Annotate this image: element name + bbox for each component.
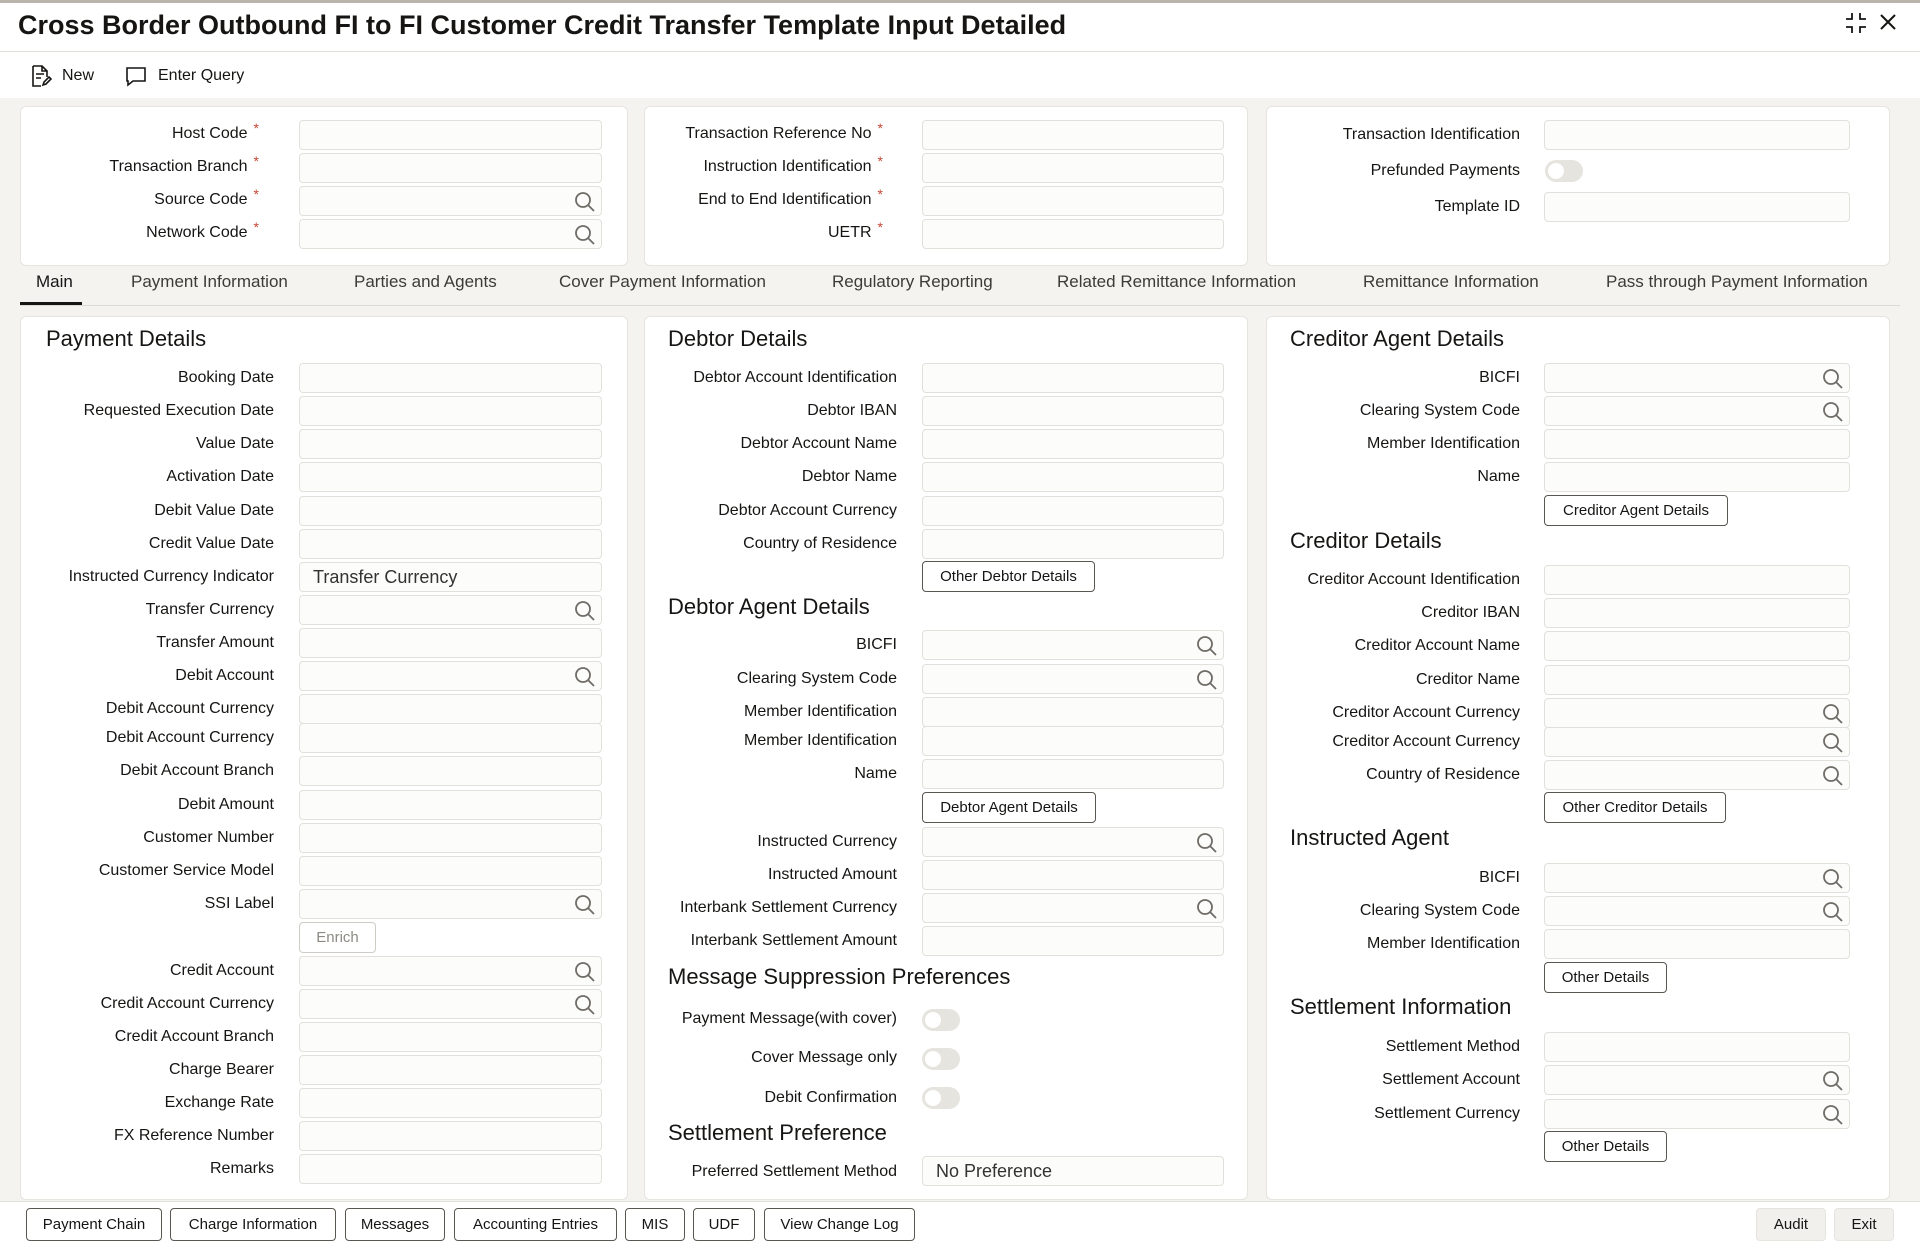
customer-number-field[interactable] <box>299 823 602 853</box>
creditor-agent-bicfi-label: BICFI <box>1479 369 1520 386</box>
debtor-account-currency-field[interactable] <box>922 496 1224 526</box>
debtor-country-of-residence-label: Country of Residence <box>743 535 897 552</box>
other-creditor-details-button[interactable]: Other Creditor Details <box>1544 792 1726 823</box>
cover-message-only-label: Cover Message only <box>751 1049 897 1066</box>
search-icon[interactable] <box>1195 831 1219 855</box>
search-icon[interactable] <box>1821 867 1845 891</box>
ssi-label-label: SSI Label <box>204 895 274 912</box>
debit-account-currency-field-2[interactable] <box>299 723 602 753</box>
tab-related-remittance-information[interactable]: Related Remittance Information <box>1057 272 1297 291</box>
transfer-amount-field[interactable] <box>299 628 602 658</box>
creditor-account-currency-field[interactable] <box>1544 698 1850 728</box>
mis-button[interactable]: MIS <box>625 1208 685 1241</box>
creditor-agent-name-field[interactable] <box>1544 462 1850 492</box>
creditor-agent-clearing-system-code-label: Clearing System Code <box>1359 402 1520 419</box>
fx-reference-number-label: FX Reference Number <box>113 1127 274 1144</box>
activation-date-label: Activation Date <box>166 468 274 485</box>
search-icon[interactable] <box>573 223 597 247</box>
instructed-agent-bicfi-field[interactable] <box>1544 863 1850 893</box>
transaction-reference-no-label: Transaction Reference No * <box>685 120 883 142</box>
customer-service-model-field[interactable] <box>299 856 602 886</box>
instructed-agent-bicfi-label: BICFI <box>1479 869 1520 886</box>
end-to-end-identification-label: End to End Identification * <box>698 186 883 208</box>
ssi-label-field[interactable] <box>299 889 602 919</box>
debtor-agent-member-identification-field-2[interactable] <box>922 726 1224 756</box>
creditor-agent-bicfi-field[interactable] <box>1544 363 1850 393</box>
query-icon <box>124 64 148 88</box>
payment-message-with-cover-toggle[interactable] <box>922 1009 960 1031</box>
creditor-account-name-field[interactable] <box>1544 631 1850 661</box>
payment-message-with-cover-label: Payment Message(with cover) <box>681 1010 897 1027</box>
debtor-name-field[interactable] <box>922 462 1224 492</box>
search-icon[interactable] <box>1821 764 1845 788</box>
new-label: New <box>62 67 95 84</box>
preferred-settlement-method-label: Preferred Settlement Method <box>691 1163 897 1180</box>
creditor-iban-field[interactable] <box>1544 598 1850 628</box>
creditor-agent-details-title: Creditor Agent Details <box>1290 326 1504 351</box>
transaction-branch-label: Transaction Branch * <box>109 153 259 175</box>
exchange-rate-label: Exchange Rate <box>164 1094 274 1111</box>
instructed-currency-field[interactable] <box>922 827 1224 857</box>
debtor-agent-member-identification-field[interactable] <box>922 697 1224 727</box>
debtor-agent-details-title: Debtor Agent Details <box>668 594 870 619</box>
search-icon[interactable] <box>1195 897 1219 921</box>
credit-value-date-label: Credit Value Date <box>148 535 274 552</box>
search-icon[interactable] <box>1821 1069 1845 1093</box>
network-code-field[interactable] <box>299 219 602 249</box>
payment-chain-button[interactable]: Payment Chain <box>26 1208 162 1241</box>
instructed-agent-title: Instructed Agent <box>1290 825 1449 850</box>
minimize-icon[interactable] <box>1842 10 1870 38</box>
instructed-currency-indicator-select[interactable]: Transfer Currency <box>299 562 602 592</box>
creditor-country-of-residence-label: Country of Residence <box>1366 766 1520 783</box>
debtor-account-currency-label: Debtor Account Currency <box>718 502 897 519</box>
tab-pass-through-payment-information[interactable]: Pass through Payment Information <box>1606 272 1868 291</box>
debit-confirmation-toggle[interactable] <box>922 1087 960 1109</box>
toolbar <box>0 52 1920 98</box>
network-code-label: Network Code * <box>146 219 259 241</box>
creditor-agent-member-identification-field[interactable] <box>1544 429 1850 459</box>
value-date-label: Value Date <box>196 435 274 452</box>
remarks-label: Remarks <box>209 1160 274 1177</box>
tab-cover-payment-information[interactable]: Cover Payment Information <box>559 272 766 291</box>
debtor-account-name-field[interactable] <box>922 429 1224 459</box>
debtor-agent-bicfi-label: BICFI <box>856 636 897 653</box>
booking-date-field[interactable] <box>299 363 602 393</box>
booking-date-label: Booking Date <box>177 369 274 386</box>
search-icon[interactable] <box>1821 1103 1845 1127</box>
requested-execution-date-field[interactable] <box>299 396 602 426</box>
settlement-other-details-button[interactable]: Other Details <box>1544 1131 1667 1162</box>
enter-query-label: Enter Query <box>158 67 245 84</box>
debtor-agent-member-identification-label-2: Member Identification <box>744 732 897 749</box>
debtor-agent-clearing-system-code-field[interactable] <box>922 664 1224 694</box>
uetr-field[interactable] <box>922 219 1224 249</box>
transaction-identification-label: Transaction Identification <box>1342 126 1520 143</box>
window-title: Cross Border Outbound FI to FI Customer Credit Transfer Template Input Detailed <box>18 10 1067 40</box>
transaction-reference-no-field[interactable] <box>922 120 1224 150</box>
debit-account-currency-field[interactable] <box>299 694 602 724</box>
exit-button[interactable]: Exit <box>1834 1208 1894 1241</box>
debit-account-branch-field[interactable] <box>299 756 602 786</box>
tab-parties-and-agents[interactable]: Parties and Agents <box>354 272 497 291</box>
debtor-name-label: Debtor Name <box>801 468 897 485</box>
settlement-account-field[interactable] <box>1544 1065 1850 1095</box>
instructed-amount-field[interactable] <box>922 860 1224 890</box>
message-suppression-title: Message Suppression Preferences <box>668 964 1011 989</box>
creditor-agent-member-identification-label: Member Identification <box>1367 435 1520 452</box>
instructed-agent-other-details-button[interactable]: Other Details <box>1544 962 1667 993</box>
other-debtor-details-button[interactable]: Other Debtor Details <box>922 561 1095 592</box>
tab-separator <box>20 305 1900 306</box>
creditor-account-name-label: Creditor Account Name <box>1354 637 1520 654</box>
uetr-label: UETR * <box>827 219 883 241</box>
audit-button[interactable]: Audit <box>1756 1208 1826 1241</box>
template-id-field[interactable] <box>1544 192 1850 222</box>
debit-value-date-label: Debit Value Date <box>154 502 274 519</box>
tab-payment-information[interactable]: Payment Information <box>131 272 288 291</box>
source-code-field[interactable] <box>299 186 602 216</box>
creditor-agent-details-button[interactable]: Creditor Agent Details <box>1544 495 1728 526</box>
search-icon[interactable] <box>573 599 597 623</box>
search-icon[interactable] <box>573 665 597 689</box>
debit-account-field[interactable] <box>299 661 602 691</box>
settlement-method-label: Settlement Method <box>1385 1038 1520 1055</box>
value-date-field[interactable] <box>299 429 602 459</box>
footer-bar <box>0 1201 1920 1253</box>
search-icon[interactable] <box>573 893 597 917</box>
search-icon[interactable] <box>1195 634 1219 658</box>
settlement-preference-title: Settlement Preference <box>668 1120 887 1145</box>
debtor-agent-member-identification-label: Member Identification <box>744 703 897 720</box>
tab-regulatory-reporting[interactable]: Regulatory Reporting <box>832 272 993 291</box>
instructed-agent-member-identification-label: Member Identification <box>1367 935 1520 952</box>
debtor-agent-bicfi-field[interactable] <box>922 630 1224 660</box>
preferred-settlement-method-select[interactable]: No Preference <box>922 1156 1224 1186</box>
credit-value-date-field[interactable] <box>299 529 602 559</box>
prefunded-payments-label: Prefunded Payments <box>1370 162 1520 179</box>
settlement-currency-field[interactable] <box>1544 1099 1850 1129</box>
debtor-agent-clearing-system-code-label: Clearing System Code <box>736 670 897 687</box>
settlement-information-title: Settlement Information <box>1290 994 1512 1019</box>
udf-button[interactable]: UDF <box>693 1208 755 1241</box>
debtor-iban-label: Debtor IBAN <box>807 402 897 419</box>
creditor-iban-label: Creditor IBAN <box>1421 604 1520 621</box>
search-icon[interactable] <box>573 960 597 984</box>
creditor-account-currency-label: Creditor Account Currency <box>1332 704 1520 721</box>
requested-execution-date-label: Requested Execution Date <box>83 402 274 419</box>
debtor-account-identification-label: Debtor Account Identification <box>693 369 897 386</box>
active-tab-indicator <box>20 302 82 305</box>
credit-account-label: Credit Account <box>169 962 274 979</box>
cover-message-only-toggle[interactable] <box>922 1048 960 1070</box>
search-icon[interactable] <box>1821 731 1845 755</box>
enter-query-button[interactable] <box>124 60 244 92</box>
search-icon[interactable] <box>573 993 597 1017</box>
instruction-identification-label: Instruction Identification * <box>703 153 883 175</box>
template-id-label: Template ID <box>1434 198 1520 215</box>
close-icon[interactable] <box>1874 10 1902 38</box>
host-code-label: Host Code * <box>171 120 259 142</box>
host-code-field[interactable] <box>299 120 602 150</box>
credit-account-currency-field[interactable] <box>299 989 602 1019</box>
transaction-identification-field[interactable] <box>1544 120 1850 150</box>
debtor-agent-name-field[interactable] <box>922 759 1224 789</box>
credit-account-branch-label: Credit Account Branch <box>114 1028 274 1045</box>
charge-bearer-field[interactable] <box>299 1055 602 1085</box>
debtor-iban-field[interactable] <box>922 396 1224 426</box>
debtor-country-of-residence-field[interactable] <box>922 529 1224 559</box>
customer-service-model-label: Customer Service Model <box>98 862 274 879</box>
creditor-name-label: Creditor Name <box>1415 671 1520 688</box>
transfer-currency-label: Transfer Currency <box>145 601 274 618</box>
charge-bearer-label: Charge Bearer <box>169 1061 274 1078</box>
accounting-entries-button[interactable]: Accounting Entries <box>454 1208 617 1241</box>
creditor-agent-name-label: Name <box>1477 468 1520 485</box>
fx-reference-number-field[interactable] <box>299 1121 602 1151</box>
creditor-name-field[interactable] <box>1544 665 1850 695</box>
search-icon[interactable] <box>1821 702 1845 726</box>
interbank-settlement-amount-field[interactable] <box>922 926 1224 956</box>
top-stripe <box>0 0 1920 3</box>
tab-remittance-information[interactable]: Remittance Information <box>1363 272 1539 291</box>
instructed-currency-label: Instructed Currency <box>757 833 897 850</box>
settlement-account-label: Settlement Account <box>1382 1071 1520 1088</box>
debit-amount-field[interactable] <box>299 790 602 820</box>
source-code-label: Source Code * <box>154 186 259 208</box>
debit-account-currency-label: Debit Account Currency <box>105 700 274 717</box>
instructed-currency-indicator-label: Instructed Currency Indicator <box>68 568 274 585</box>
interbank-settlement-amount-label: Interbank Settlement Amount <box>690 932 897 949</box>
search-icon[interactable] <box>573 190 597 214</box>
creditor-country-of-residence-field[interactable] <box>1544 760 1850 790</box>
new-document-icon <box>28 64 52 88</box>
enrich-button[interactable]: Enrich <box>299 922 376 953</box>
search-icon[interactable] <box>1821 900 1845 924</box>
search-icon[interactable] <box>1195 668 1219 692</box>
debit-amount-label: Debit Amount <box>177 796 274 813</box>
interbank-settlement-currency-label: Interbank Settlement Currency <box>680 899 897 916</box>
tab-bar <box>0 266 1920 306</box>
messages-button[interactable]: Messages <box>345 1208 445 1241</box>
charge-information-button[interactable]: Charge Information <box>170 1208 336 1241</box>
instruction-identification-field[interactable] <box>922 153 1224 183</box>
creditor-account-identification-label: Creditor Account Identification <box>1307 571 1520 588</box>
debtor-account-name-label: Debtor Account Name <box>740 435 897 452</box>
customer-number-label: Customer Number <box>143 829 274 846</box>
search-icon[interactable] <box>1821 400 1845 424</box>
debtor-agent-details-button[interactable]: Debtor Agent Details <box>922 792 1096 823</box>
creditor-account-currency-field-2[interactable] <box>1544 727 1850 757</box>
debtor-details-title: Debtor Details <box>668 326 808 351</box>
credit-account-branch-field[interactable] <box>299 1022 602 1052</box>
debtor-agent-name-label: Name <box>854 765 897 782</box>
tab-main[interactable]: Main <box>36 272 73 291</box>
prefunded-payments-toggle[interactable] <box>1545 160 1583 182</box>
debit-account-branch-label: Debit Account Branch <box>120 762 274 779</box>
creditor-details-title: Creditor Details <box>1290 528 1442 553</box>
transaction-branch-field[interactable] <box>299 153 602 183</box>
debit-value-date-field[interactable] <box>299 496 602 526</box>
instructed-agent-member-identification-field[interactable] <box>1544 929 1850 959</box>
debit-account-label: Debit Account <box>175 667 274 684</box>
interbank-settlement-currency-field[interactable] <box>922 893 1224 923</box>
debtor-account-identification-field[interactable] <box>922 363 1224 393</box>
instructed-agent-clearing-system-code-label: Clearing System Code <box>1359 902 1520 919</box>
title-bar <box>0 0 1920 52</box>
creditor-account-currency-label-2: Creditor Account Currency <box>1332 733 1520 750</box>
activation-date-field[interactable] <box>299 462 602 492</box>
new-button[interactable] <box>28 60 94 92</box>
creditor-account-identification-field[interactable] <box>1544 565 1850 595</box>
search-icon[interactable] <box>1821 367 1845 391</box>
view-change-log-button[interactable]: View Change Log <box>764 1208 915 1241</box>
instructed-agent-clearing-system-code-field[interactable] <box>1544 896 1850 926</box>
settlement-currency-label: Settlement Currency <box>1374 1105 1520 1122</box>
instructed-amount-label: Instructed Amount <box>768 866 897 883</box>
remarks-field[interactable] <box>299 1154 602 1184</box>
payment-details-title: Payment Details <box>46 326 207 351</box>
exchange-rate-field[interactable] <box>299 1088 602 1118</box>
settlement-method-field[interactable] <box>1544 1032 1850 1062</box>
transfer-currency-field[interactable] <box>299 595 602 625</box>
credit-account-currency-label: Credit Account Currency <box>100 995 274 1012</box>
transfer-amount-label: Transfer Amount <box>156 634 274 651</box>
debit-confirmation-label: Debit Confirmation <box>764 1089 897 1106</box>
debit-account-currency-label-2: Debit Account Currency <box>105 729 274 746</box>
creditor-agent-clearing-system-code-field[interactable] <box>1544 396 1850 426</box>
end-to-end-identification-field[interactable] <box>922 186 1224 216</box>
credit-account-field[interactable] <box>299 956 602 986</box>
